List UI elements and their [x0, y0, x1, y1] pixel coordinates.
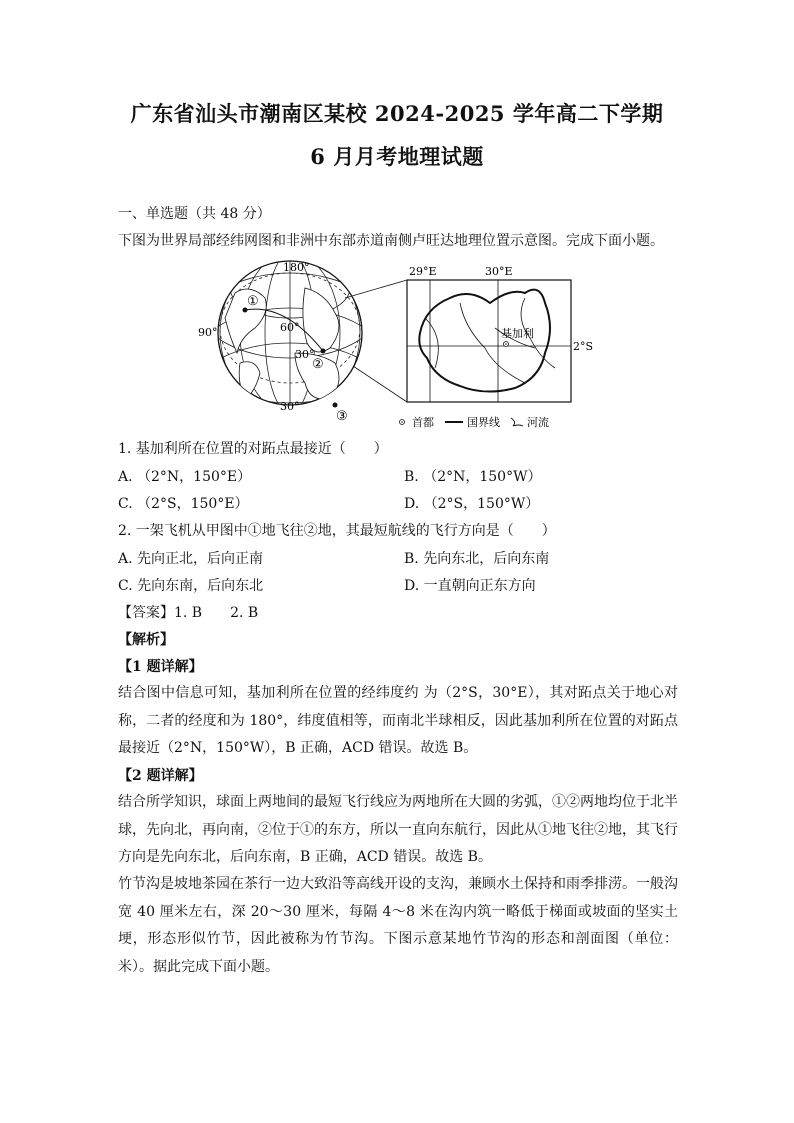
q1-detail: 结合图中信息可知，基加利所在位置的经纬度约 为（2°S，30°E），其对跖点关于地心对称，二者的经度和为 180°，纬度值相等，而南北半球相反，因此基加利所在位置的对跖点最接近（2°N，150°W），B 正确，ACD 错误。故选 B。	[118, 685, 678, 756]
q1-option-c: C. （2°S，150°E）	[118, 496, 249, 512]
globe-label-90: 90°	[198, 326, 218, 339]
marker-1: ①	[247, 294, 259, 309]
q2-option-c: C. 先向东南，后向东北	[118, 578, 264, 594]
legend-border: 国界线	[467, 416, 500, 429]
map-lat-2s: 2°S	[573, 340, 594, 353]
q1-detail-heading: 【1 题详解】	[118, 659, 203, 675]
answer-line: 【答案】1. B 2. B	[118, 605, 259, 621]
legend-river: 河流	[527, 416, 549, 429]
intro-text: 下图为世界局部经纬网图和非洲中东部赤道南侧卢旺达地理位置示意图。完成下面小题。	[118, 233, 664, 249]
marker-3: ③	[336, 409, 348, 424]
marker-2: ②	[312, 357, 324, 372]
q1-option-d: D. （2°S，150°W）	[404, 496, 540, 512]
figure	[195, 258, 594, 433]
analysis-heading: 【解析】	[118, 632, 174, 648]
q2-option-b: B. 先向东北，后向东南	[404, 551, 550, 567]
point-3	[333, 403, 338, 408]
connector-line	[353, 366, 407, 402]
q2-option-a: A. 先向正北，后向正南	[118, 551, 264, 567]
map-lon-29: 29°E	[409, 265, 437, 278]
legend	[400, 415, 550, 429]
river-legend-icon	[511, 418, 523, 426]
legend-capital: 首都	[412, 416, 434, 429]
city-kigali: 基加利	[501, 327, 534, 340]
globe-label-30-mid: 30°	[295, 348, 315, 361]
q2-detail-heading: 【2 题详解】	[118, 768, 203, 784]
page-title-line2: 6 月月考地理试题	[310, 144, 484, 169]
section-heading: 一、单选题（共 48 分）	[118, 206, 271, 222]
globe-label-180: 180°	[283, 261, 310, 274]
rwanda-map	[407, 265, 593, 402]
connector-line	[345, 280, 407, 298]
q2-option-d: D. 一直朝向正东方向	[404, 578, 536, 594]
next-intro: 竹节沟是坡地茶园在茶行一边大致沿等高线开设的支沟，兼顾水土保持和雨季排涝。一般沟宽 40 厘米左右，深 20～30 厘米，每隔 4～8 米在沟内筑一略低于梯面或坡面的坚实土埂，形态形似竹节，因此被称为竹节沟。下图示意某地竹节沟的形态和剖面图（单位：米）。据此完成下面小题。	[118, 876, 678, 975]
q1-option-a: A. （2°N，150°E）	[118, 469, 252, 485]
globe-label-30-bottom: 30°	[280, 400, 300, 413]
globe	[190, 253, 390, 453]
question-1-stem: 1. 基加利所在位置的对跖点最接近（ ）	[118, 441, 388, 457]
globe-label-60: 60°	[280, 321, 300, 334]
q1-option-b: B. （2°N，150°W）	[404, 469, 542, 485]
map-lon-30: 30°E	[485, 265, 513, 278]
q2-detail: 结合所学知识，球面上两地间的最短飞行线应为两地所在大圆的劣弧，①②两地均位于北半球，先向北，再向南，②位于①的东方，所以一直向东航行，因此从①地飞往②地，其飞行方向是先向东北，后向东南，B 正确，ACD 错误。故选 B。	[118, 794, 678, 865]
question-2-stem: 2. 一架飞机从甲图中①地飞往②地，其最短航线的飞行方向是（ ）	[118, 523, 556, 539]
page-title-line1: 广东省汕头市潮南区某校 2024-2025 学年高二下学期	[130, 101, 664, 126]
